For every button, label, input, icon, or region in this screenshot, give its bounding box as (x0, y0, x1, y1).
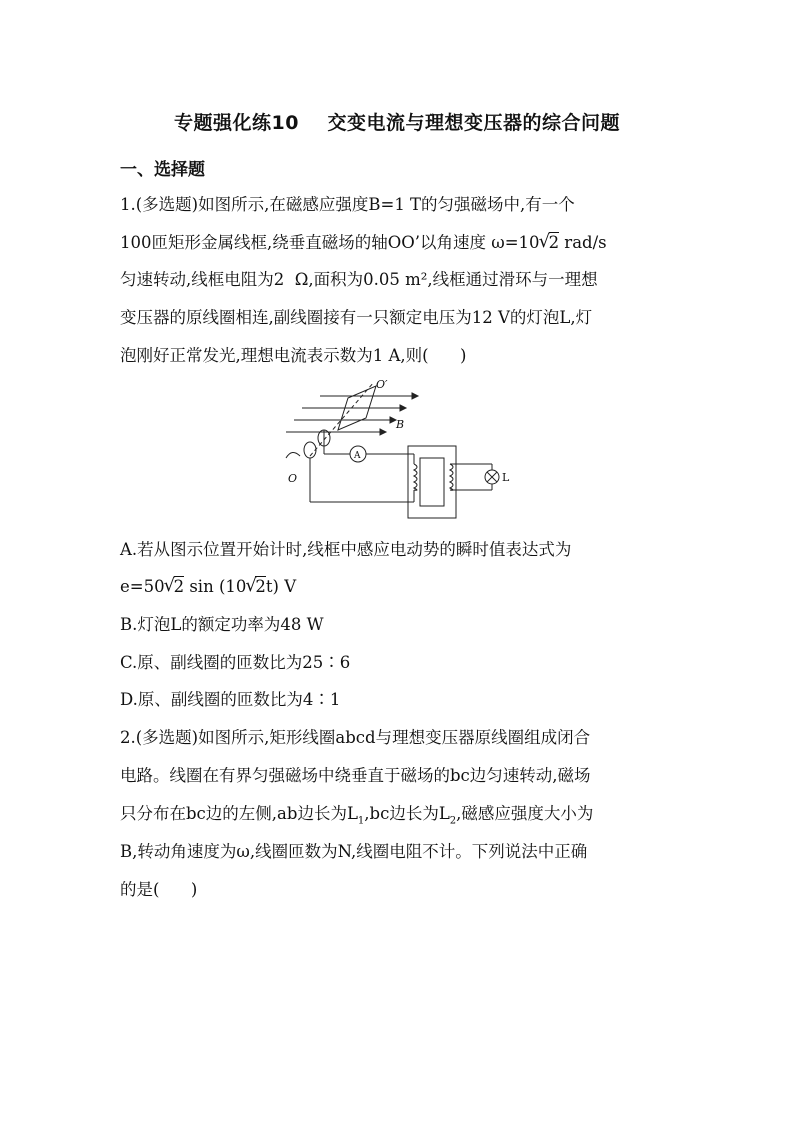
sqrt-symbol (246, 576, 266, 598)
q1-line-1: 1.(多选题)如图所示,在磁感应强度B=1 T的匀强磁场中,有一个 (120, 195, 575, 214)
sqrt-radicand: 2 (548, 233, 560, 252)
q1-line-2-text: 100匝矩形金属线框,绕垂直磁场的轴OO’以角速度 ω=10 (120, 233, 540, 252)
label-o: O (288, 472, 298, 485)
q2-line-5: 的是( ) (120, 880, 198, 899)
q2-line-3-text: ,bc边长为L (364, 804, 450, 823)
transformer-core (408, 446, 456, 518)
sqrt-symbol (165, 576, 185, 598)
generator-transformer-figure (280, 378, 520, 524)
q1-option-d: D.原、副线圈的匝数比为4∶1 (120, 690, 341, 709)
rotation-arc (286, 452, 300, 458)
q1-line-3: 匀速转动,线框电阻为2 Ω,面积为0.05 m²,线框通过滑环与一理想 (120, 270, 598, 289)
q2-line-3-text: 只分布在bc边的左侧,ab边长为L (120, 804, 358, 823)
secondary-coil (450, 464, 453, 490)
page-title: 专题强化练10 交变电流与理想变压器的综合问题 (174, 112, 620, 134)
primary-coil (414, 464, 417, 490)
q2-line-2: 电路。线圈在有界匀强磁场中绕垂直于磁场的bc边匀速转动,磁场 (120, 766, 591, 785)
q2-line-3 (120, 803, 593, 832)
q1-line-5: 泡刚好正常发光,理想电流表示数为1 A,则( ) (120, 346, 467, 365)
q2-line-4: B,转动角速度为ω,线圈匝数为N,线圈电阻不计。下列说法中正确 (120, 842, 588, 861)
transformer-window (420, 458, 444, 506)
q1-option-c: C.原、副线圈的匝数比为25∶6 (120, 653, 351, 672)
option-a-text: sin (10 (184, 577, 247, 596)
q1-option-a-line-1: A.若从图示位置开始计时,线框中感应电动势的瞬时值表达式为 (120, 540, 572, 559)
label-ammeter: A (354, 451, 361, 461)
q1-line-4: 变压器的原线圈相连,副线圈接有一只额定电压为12 V的灯泡L,灯 (120, 308, 593, 327)
option-a-text: e=50 (120, 577, 165, 596)
sqrt-radicand: 2 (255, 577, 266, 596)
arrow-head (400, 405, 406, 411)
q1-line-2-unit: rad/s (559, 233, 607, 252)
option-a-text: t) V (265, 577, 297, 596)
q2-line-1: 2.(多选题)如图所示,矩形线圈abcd与理想变压器原线圈组成闭合 (120, 728, 591, 747)
label-o-prime: O′ (376, 378, 388, 391)
subscript: 1 (357, 815, 365, 827)
subscript: 2 (449, 815, 457, 827)
q2-line-3-text: ,磁感应强度大小为 (456, 804, 594, 823)
label-lamp: L (502, 471, 510, 484)
section-heading: 一、选择题 (120, 160, 205, 180)
sqrt-radicand: 2 (173, 577, 185, 596)
arrow-head (412, 393, 418, 399)
q1-option-b: B.灯泡L的额定功率为48 W (120, 615, 324, 634)
arrow-head (380, 429, 386, 435)
sqrt-symbol (540, 232, 560, 254)
q1-option-a-line-2 (120, 576, 296, 598)
label-b: B (396, 418, 405, 431)
q1-line-2 (120, 232, 607, 254)
